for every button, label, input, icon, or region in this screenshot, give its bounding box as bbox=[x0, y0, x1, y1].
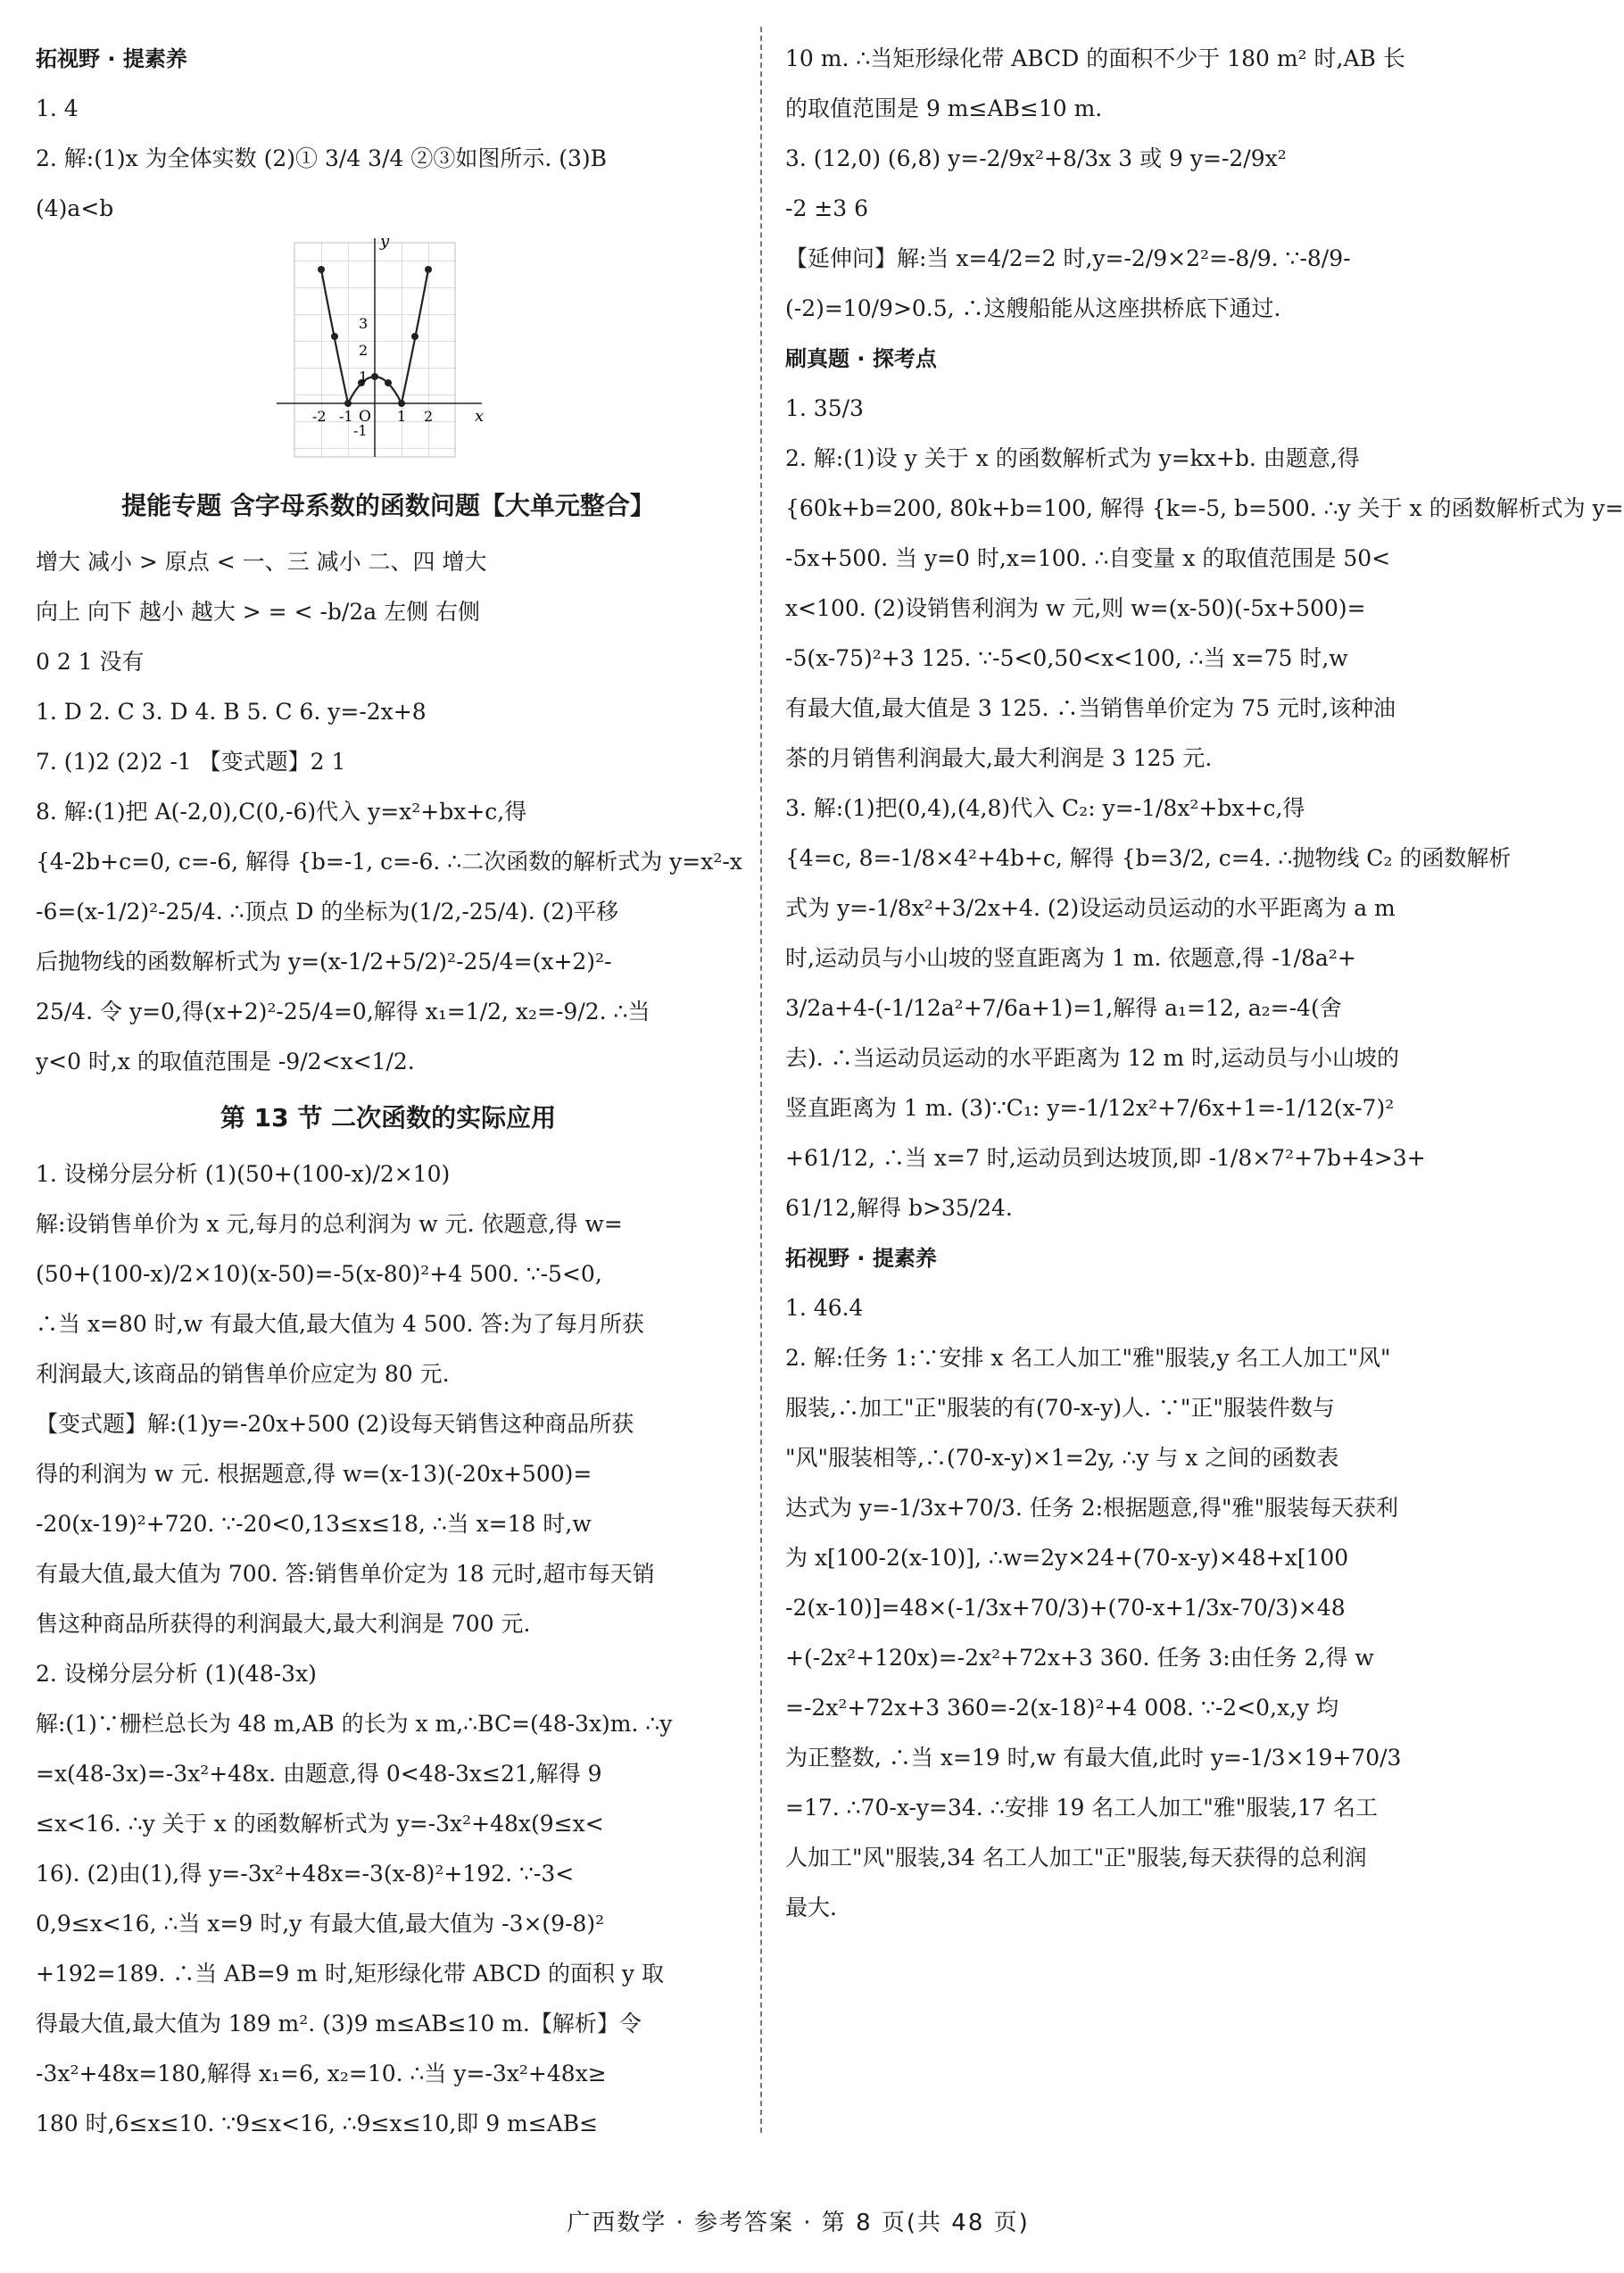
answer-line: 茶的月销售利润最大,最大利润是 3 125 元. bbox=[785, 745, 1213, 771]
answer-line: 解:(1)∵栅栏总长为 48 m,AB 的长为 x m,∴BC=(48-3x)m. ∴y bbox=[36, 1711, 673, 1737]
page-footer: 广西数学 · 参考答案 · 第 8 页(共 48 页) bbox=[567, 2210, 1030, 2236]
section-title: 第 13 节 二次函数的实际应用 bbox=[220, 1103, 557, 1132]
answer-line: (4)a<b bbox=[36, 195, 114, 221]
graph-origin: O bbox=[359, 408, 371, 426]
answer-block bbox=[36, 537, 741, 1087]
answer-line: 2. 解:(1)设 y 关于 x 的函数解析式为 y=kx+b. 由题意,得 bbox=[785, 445, 1360, 471]
answer-line: 8. 解:(1)把 A(-2,0),C(0,-6)代入 y=x²+bx+c,得 bbox=[36, 799, 527, 825]
answer-line: (50+(100-x)/2×10)(x-50)=-5(x-80)²+4 500. ∵-5<0, bbox=[36, 1261, 602, 1287]
answer-line: 1. 35/3 bbox=[785, 395, 864, 421]
graph-xtick: 2 bbox=[424, 408, 434, 425]
graph-xlabel: x bbox=[475, 407, 485, 426]
answer-line: 10 m. ∴当矩形绿化带 ABCD 的面积不少于 180 m² 时,AB 长 bbox=[785, 46, 1405, 71]
section-title: 提能专题 含字母系数的函数问题【大单元整合】 bbox=[121, 491, 655, 520]
answer-line: 式为 y=-1/8x²+3/2x+4. (2)设运动员运动的水平距离为 a m bbox=[785, 895, 1396, 921]
section-header: 拓视野 · 提素养 bbox=[785, 1246, 937, 1271]
answer-line: 解:设销售单价为 x 元,每月的总利润为 w 元. 依题意,得 w= bbox=[36, 1211, 623, 1237]
answer-block bbox=[36, 1149, 741, 2149]
graph-point bbox=[385, 379, 392, 386]
graph-point bbox=[371, 373, 378, 380]
answer-line: {60k+b=200, 80k+b=100, 解得 {k=-5, b=500. ∴y 关于 x 的函数解析式为 y= bbox=[785, 495, 1624, 521]
answer-line: 有最大值,最大值为 700. 答:销售单价定为 18 元时,超市每天销 bbox=[36, 1561, 655, 1587]
answer-line: 人加工"风"服装,34 名工人加工"正"服装,每天获得的总利润 bbox=[785, 1845, 1367, 1871]
answer-line: 为 x[100-2(x-10)], ∴w=2y×24+(70-x-y)×48+x[100 bbox=[785, 1545, 1349, 1571]
answer-line: +192=189. ∴当 AB=9 m 时,矩形绿化带 ABCD 的面积 y 取 bbox=[36, 1961, 664, 1987]
answer-line: 2. 解:(1)x 为全体实数 (2)① 3/4 3/4 ②③如图所示. (3)B bbox=[36, 145, 608, 171]
answer-line: 3. (12,0) (6,8) y=-2/9x²+8/3x 3 或 9 y=-2/9x² bbox=[785, 145, 1287, 171]
graph-ytick: 2 bbox=[359, 342, 369, 359]
answer-line: "风"服装相等,∴(70-x-y)×1=2y, ∴y 与 x 之间的函数表 bbox=[785, 1445, 1339, 1471]
answer-line: -6=(x-1/2)²-25/4. ∴顶点 D 的坐标为(1/2,-25/4). (2)平移 bbox=[36, 899, 619, 925]
section-header: 刷真题 · 探考点 bbox=[785, 346, 937, 371]
answer-line: -5x+500. 当 y=0 时,x=100. ∴自变量 x 的取值范围是 50< bbox=[785, 545, 1391, 571]
graph-xtick: -2 bbox=[312, 408, 327, 425]
answer-line: 为正整数, ∴当 x=19 时,w 有最大值,此时 y=-1/3×19+70/3 bbox=[785, 1745, 1402, 1771]
answer-line: 服装,∴加工"正"服装的有(70-x-y)人. ∵"正"服装件数与 bbox=[785, 1395, 1335, 1421]
graph-ylabel: y bbox=[380, 232, 390, 251]
answer-line: ∴当 x=80 时,w 有最大值,最大值为 4 500. 答:为了每月所获 bbox=[36, 1311, 644, 1337]
answer-line: 增大 减小 > 原点 < 一、三 减小 二、四 增大 bbox=[36, 549, 487, 575]
answer-line: 61/12,解得 b>35/24. bbox=[785, 1195, 1013, 1221]
answer-line: +61/12, ∴当 x=7 时,运动员到达坡顶,即 -1/8×7²+7b+4>3+ bbox=[785, 1145, 1426, 1171]
answer-line: 的取值范围是 9 m≤AB≤10 m. bbox=[785, 95, 1103, 121]
graph-xtick: -1 bbox=[339, 408, 353, 425]
answer-line: 后抛物线的函数解析式为 y=(x-1/2+5/2)²-25/4=(x+2)²- bbox=[36, 949, 612, 975]
graph-ytick: 3 bbox=[359, 315, 369, 332]
answer-line: 7. (1)2 (2)2 -1 【变式题】2 1 bbox=[36, 749, 346, 775]
answer-line: 1. 4 bbox=[36, 95, 79, 121]
answer-line: 1. D 2. C 3. D 4. B 5. C 6. y=-2x+8 bbox=[36, 699, 427, 725]
answer-line: =x(48-3x)=-3x²+48x. 由题意,得 0<48-3x≤21,解得 9 bbox=[36, 1761, 602, 1787]
graph-point bbox=[331, 333, 338, 340]
answer-line: 3/2a+4-(-1/12a²+7/6a+1)=1,解得 a₁=12, a₂=-4(舍 bbox=[785, 995, 1342, 1021]
answer-line: x<100. (2)设销售利润为 w 元,则 w=(x-50)(-5x+500)= bbox=[785, 595, 1366, 621]
answer-line: 0 2 1 没有 bbox=[36, 649, 145, 675]
graph-point bbox=[344, 400, 352, 407]
answer-line: {4-2b+c=0, c=-6, 解得 {b=-1, c=-6. ∴二次函数的解析式为 y=x²-x bbox=[36, 849, 742, 875]
answer-line: 【延伸问】解:当 x=4/2=2 时,y=-2/9×2²=-8/9. ∵-8/9- bbox=[785, 245, 1351, 271]
answer-line: 180 时,6≤x≤10. ∵9≤x<16, ∴9≤x≤10,即 9 m≤AB≤ bbox=[36, 2111, 599, 2136]
section-header: 拓视野 · 提素养 bbox=[36, 46, 187, 71]
graph-xtick: 1 bbox=[397, 408, 407, 425]
answer-line: 1. 46.4 bbox=[785, 1295, 864, 1321]
answer-line: +(-2x²+120x)=-2x²+72x+3 360. 任务 3:由任务 2,得 w bbox=[785, 1645, 1374, 1671]
answer-line: 25/4. 令 y=0,得(x+2)²-25/4=0,解得 x₁=1/2, x₂=-9/2. ∴当 bbox=[36, 999, 650, 1025]
answer-line: 3. 解:(1)把(0,4),(4,8)代入 C₂: y=-1/8x²+bx+c,得 bbox=[785, 795, 1305, 821]
answer-line: 售这种商品所获得的利润最大,最大利润是 700 元. bbox=[36, 1611, 531, 1637]
answer-line: -20(x-19)²+720. ∵-20<0,13≤x≤18, ∴当 x=18 时,w bbox=[36, 1511, 592, 1537]
graph-point bbox=[411, 333, 418, 340]
graph-point bbox=[398, 400, 405, 407]
answer-line: 2. 设梯分层分析 (1)(48-3x) bbox=[36, 1661, 317, 1687]
answer-line: 得最大值,最大值为 189 m². (3)9 m≤AB≤10 m.【解析】令 bbox=[36, 2011, 642, 2037]
answer-line: 达式为 y=-1/3x+70/3. 任务 2:根据题意,得"雅"服装每天获利 bbox=[785, 1495, 1399, 1521]
answer-line: =-2x²+72x+3 360=-2(x-18)²+4 008. ∵-2<0,x,y 均 bbox=[785, 1695, 1339, 1721]
graph-ytick: -1 bbox=[353, 422, 368, 439]
answer-line: 利润最大,该商品的销售单价应定为 80 元. bbox=[36, 1361, 450, 1387]
answer-line: -3x²+48x=180,解得 x₁=6, x₂=10. ∴当 y=-3x²+48x≥ bbox=[36, 2061, 607, 2086]
answer-line: 有最大值,最大值是 3 125. ∴当销售单价定为 75 元时,该种油 bbox=[785, 695, 1396, 721]
answer-line: 最大. bbox=[785, 1895, 837, 1920]
answer-line: -5(x-75)²+3 125. ∵-5<0,50<x<100, ∴当 x=75 时,w bbox=[785, 645, 1348, 671]
graph-point bbox=[425, 266, 432, 273]
left-column bbox=[36, 34, 741, 2149]
answer-line: ≤x<16. ∴y 关于 x 的函数解析式为 y=-3x²+48x(9≤x< bbox=[36, 1811, 604, 1837]
column-divider bbox=[760, 27, 762, 2133]
answer-line: (-2)=10/9>0.5, ∴这艘船能从这座拱桥底下通过. bbox=[785, 295, 1281, 321]
answer-line: y<0 时,x 的取值范围是 -9/2<x<1/2. bbox=[36, 1049, 415, 1074]
answer-line: 2. 解:任务 1:∵安排 x 名工人加工"雅"服装,y 名工人加工"风" bbox=[785, 1345, 1391, 1371]
answer-line: 1. 设梯分层分析 (1)(50+(100-x)/2×10) bbox=[36, 1161, 451, 1187]
answer-line: 时,运动员与小山坡的竖直距离为 1 m. 依题意,得 -1/8a²+ bbox=[785, 945, 1356, 971]
answer-line: 【变式题】解:(1)y=-20x+500 (2)设每天销售这种商品所获 bbox=[36, 1411, 634, 1437]
answer-line: 得的利润为 w 元. 根据题意,得 w=(x-13)(-20x+500)= bbox=[36, 1461, 592, 1487]
answer-line: =17. ∴70-x-y=34. ∴安排 19 名工人加工"雅"服装,17 名工 bbox=[785, 1795, 1379, 1821]
answer-line: 向上 向下 越小 越大 > = < -b/2a 左侧 右侧 bbox=[36, 599, 481, 625]
graph-point bbox=[318, 266, 325, 273]
answer-line: {4=c, 8=-1/8×4²+4b+c, 解得 {b=3/2, c=4. ∴抛物线 C₂ 的函数解析 bbox=[785, 845, 1512, 871]
answer-line: 去). ∴当运动员运动的水平距离为 12 m 时,运动员与小山坡的 bbox=[785, 1045, 1399, 1071]
answer-line: -2 ±3 6 bbox=[785, 195, 869, 221]
function-graph bbox=[36, 234, 741, 475]
answer-line: 16). (2)由(1),得 y=-3x²+48x=-3(x-8)²+192. ∵-3< bbox=[36, 1861, 575, 1887]
answer-line: -2(x-10)]=48×(-1/3x+70/3)+(70-x+1/3x-70/3)×48 bbox=[785, 1595, 1346, 1621]
answer-line: 竖直距离为 1 m. (3)∵C₁: y=-1/12x²+7/6x+1=-1/12(x-7)² bbox=[785, 1095, 1395, 1121]
right-column bbox=[785, 34, 1624, 1933]
graph-ytick: 1 bbox=[359, 369, 369, 386]
answer-line: 0,9≤x<16, ∴当 x=9 时,y 有最大值,最大值为 -3×(9-8)² bbox=[36, 1911, 605, 1937]
